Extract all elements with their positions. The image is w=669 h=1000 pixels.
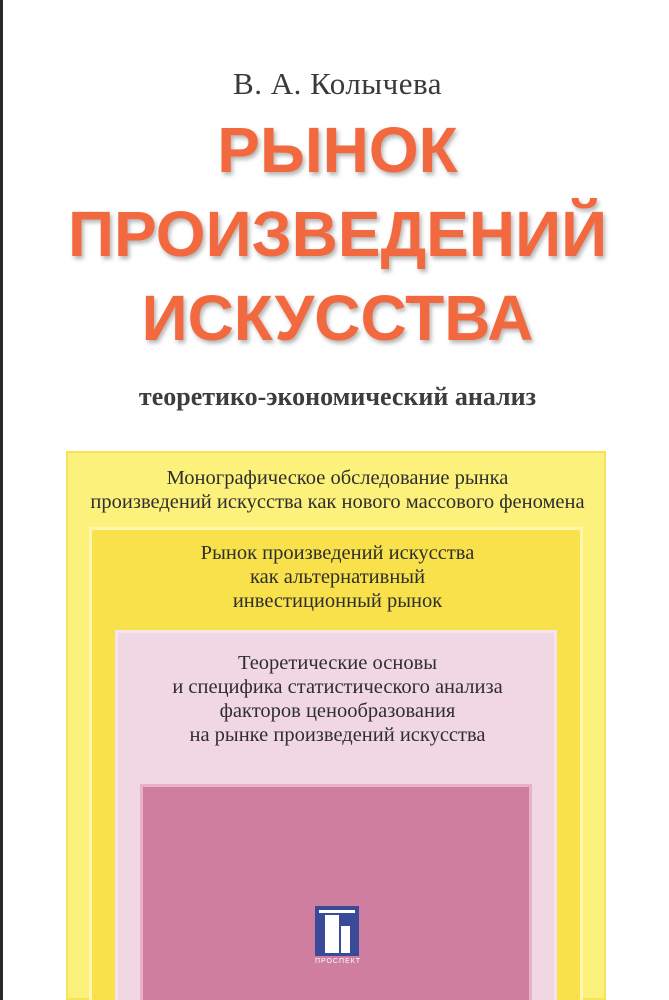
publisher-name: ПРОСПЕКТ — [314, 958, 362, 965]
block-3-text — [28, 651, 647, 747]
block-1-line-2: произведений искусства как нового массового феномена — [90, 491, 585, 513]
block-3-line-1: Теоретические основы — [237, 652, 438, 674]
block-2-line-3: инвестиционный рынок — [232, 590, 443, 612]
title-line-2: ПРОИЗВЕДЕНИЙ — [67, 198, 608, 270]
title-line-1: РЫНОК — [217, 114, 458, 186]
block-3-line-2: и специфика статистического анализа — [172, 676, 503, 698]
block-3-line-4: на рынке произведений искусства — [189, 724, 486, 746]
block-3-line-3: факторов ценообразования — [219, 700, 456, 722]
author-name: В. А. Колычева — [233, 66, 442, 101]
title-line-3: ИСКУССТВА — [141, 282, 534, 354]
block-2-line-1: Рынок произведений искусства — [200, 542, 475, 564]
block-2-line-2: как альтернативный — [249, 566, 426, 588]
book-title — [3, 108, 669, 360]
publisher-logo — [303, 904, 373, 976]
block-2-text — [23, 541, 652, 613]
book-subtitle: теоретико-экономический анализ — [138, 382, 537, 411]
block-1-text — [3, 466, 669, 514]
prospekt-logo-icon — [315, 906, 359, 956]
block-1-line-1: Монографическое обследование рынка — [166, 467, 509, 489]
